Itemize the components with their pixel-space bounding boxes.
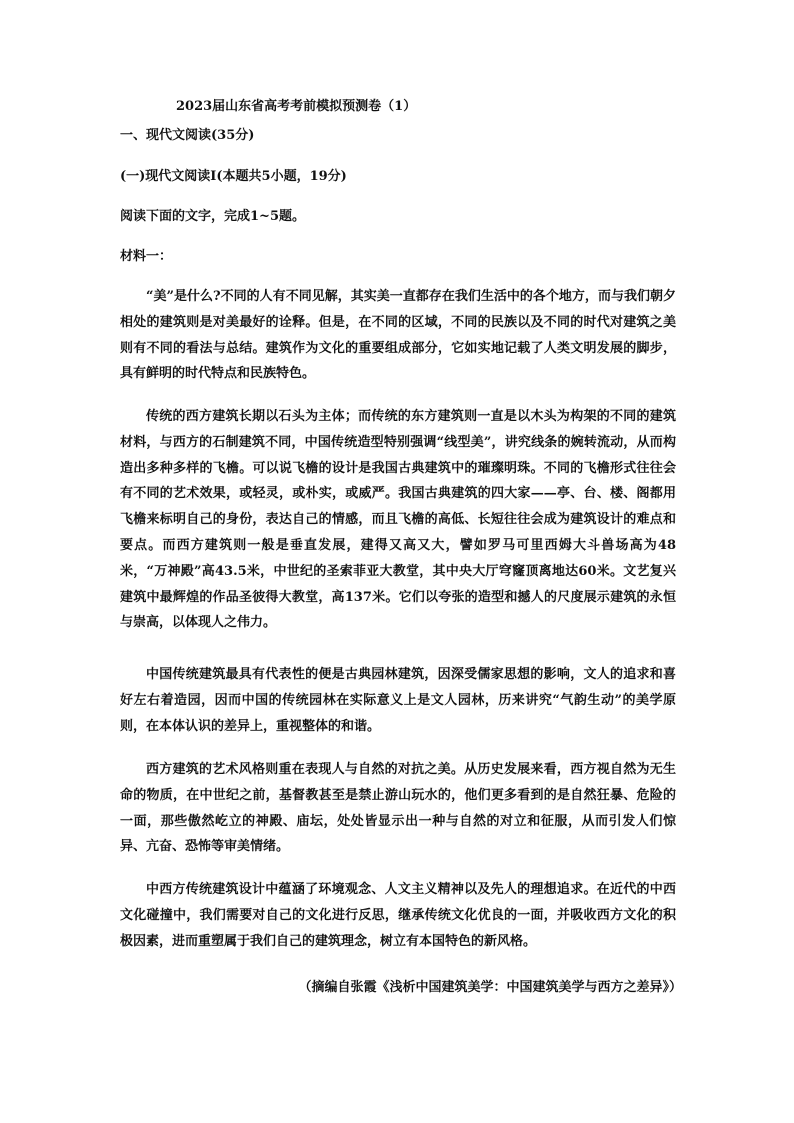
reading-instruction: 阅读下面的文字，完成1~5题。: [120, 209, 305, 224]
source-citation: （摘编自张霞《浅析中国建筑美学：中国建筑美学与西方之差异》）: [298, 980, 682, 995]
paragraph-2: 传统的西方建筑长期以石头为主体；而传统的东方建筑则一直是以木头为构架的不同的建筑材料，与西方的石制建筑不同，中国传统造型特别强调“线型美”，讲究线条的婉转流动，从而构造出多种多样的飞檐。可以说飞檐的设计是我国古典建筑中的璀璨明珠。不同的飞檐形式往往会有不同的艺术效果，或轻灵，或朴实，或威严。我国古典建筑的四大家——亭、台、楼、阁都用飞檐来标明自己的身份，表达自己的情感，而且飞檐的高低、长短往往会成为建筑设计的难点和要点。而西方建筑则一般是垂直发展，建得又高又大，譬如罗马可里西姆大斗兽场高为48米，“万神殿”高43.5米，中世纪的圣索菲亚大教堂，其中央大厅穹窿顶离地达60米。文艺复兴建筑中最辉煌的作品圣彼得大教堂，高137米。它们以夸张的造型和撼人的尺度展示建筑的永恒与崇高，以体现人之伟力。: [120, 409, 676, 631]
section-heading: 一、现代文阅读(35分): [120, 128, 255, 143]
paragraph-4: 西方建筑的艺术风格则重在表现人与自然的对抗之美。从历史发展来看，西方视自然为无生命的物质，在中世纪之前，基督教甚至是禁止游山玩水的，他们更多看到的是自然狂暴、危险的一面，那些傲然屹立的神殿、庙坛，处处皆显示出一种与自然的对立和征服，从而引发人们惊异、亢奋、恐怖等审美情绪。: [120, 762, 676, 855]
paragraph-5: 中西方传统建筑设计中蕴涵了环境观念、人文主义精神以及先人的理想追求。在近代的中西文化碰撞中，我们需要对自己的文化进行反思，继承传统文化优良的一面，并吸收西方文化的积极因素，进而重塑属于我们自己的建筑理念，树立有本国特色的新风格。: [120, 882, 676, 949]
paragraph-1: “美”是什么?不同的人有不同见解，其实美一直都存在我们生活中的各个地方，而与我们朝夕相处的建筑则是对美最好的诠释。但是，在不同的区域，不同的民族以及不同的时代对建筑之美则有不同的看法与总结。建筑作为文化的重要组成部分，它如实地记载了人类文明发展的脚步，具有鲜明的时代特点和民族特色。: [120, 289, 676, 382]
material-label: 材料一：: [120, 249, 173, 264]
paragraph-3: 中国传统建筑最具有代表性的便是古典园林建筑，因深受儒家思想的影响，文人的追求和喜好左右着造园，因而中国的传统园林在实际意义上是文人园林，历来讲究“气韵生动”的美学原则，在本体认识的差异上，重视整体的和谐。: [120, 667, 676, 734]
subsection-heading: (一)现代文阅读Ⅰ(本题共5小题，19分): [120, 169, 347, 184]
exam-title: 2023届山东省高考考前模拟预测卷（1）: [176, 99, 417, 114]
